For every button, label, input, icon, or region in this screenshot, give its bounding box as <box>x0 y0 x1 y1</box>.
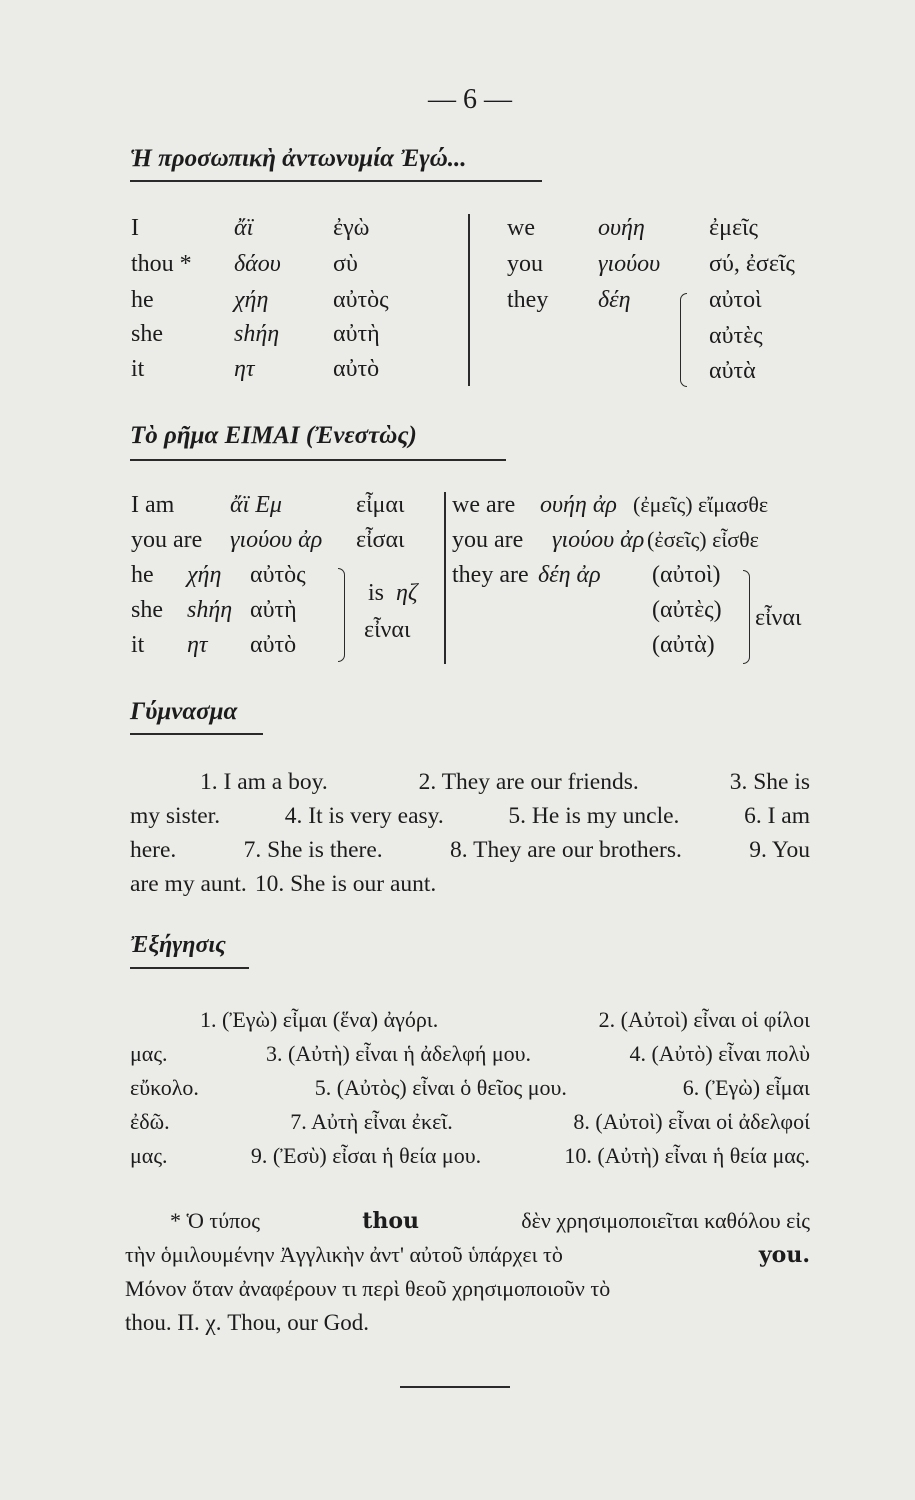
footnote-you: you. <box>758 1242 810 1268</box>
explanation-title: Ἐξήγησις <box>130 932 226 958</box>
exercise-line <box>130 833 810 867</box>
page-number: — 6 — <box>428 84 512 115</box>
explanation-item: ἐδῶ. <box>130 1109 170 1134</box>
verb-plur-gr: (αὐτὲς) <box>652 597 722 623</box>
verb-sing-gr: αὐτὸς <box>250 562 306 588</box>
explanation-line <box>130 1037 810 1071</box>
plur-en: you <box>507 251 543 277</box>
exercise-item: 3. She is <box>729 769 810 795</box>
verb-plur-en: they are <box>452 562 529 588</box>
plur-pron: ουήη <box>598 215 645 241</box>
verb-plur-en: you are <box>452 527 524 553</box>
footnote-text: δὲν χρησιμοποιεῖται καθόλου εἰς <box>521 1208 810 1233</box>
footnote-line <box>125 1306 810 1340</box>
exercise-item: 5. He is my uncle. <box>508 803 680 829</box>
footnote-text: thou. Π. χ. Thou, our God. <box>125 1310 370 1335</box>
sing-pron: ητ <box>234 356 255 382</box>
explanation-item: 1. (Ἐγὼ) εἶμαι (ἕνα) ἀγόρι. <box>200 1007 439 1032</box>
is-en: is <box>368 580 385 606</box>
exercise-item: 6. I am <box>744 803 810 829</box>
exercise-line <box>130 799 810 833</box>
explanation-item: 10. (Αὐτὴ) εἶναι ἡ θεία μας. <box>564 1143 810 1168</box>
footnote-text: τὴν ὁμιλουμένην Ἀγγλικὴν ἀντ' αὐτοῦ ὑπάρχει τὸ <box>125 1242 563 1267</box>
verb-plur-gr: (αὐτὰ) <box>652 632 715 658</box>
verb-sing-gr: αὐτὸ <box>250 632 297 658</box>
end-rule <box>400 1386 510 1388</box>
verb-sing-en: she <box>131 597 163 623</box>
section2-title: Τὸ ρῆμα ΕΙΜΑΙ (Ἐνεστὼς) <box>130 422 417 449</box>
verb-plur-en: we are <box>452 492 516 518</box>
explanation-item: 4. (Αὐτὸ) εἶναι πολὺ <box>629 1041 810 1066</box>
explanation-item: 8. (Αὐτοὶ) εἶναι οἱ ἀδελφοί <box>573 1109 810 1134</box>
footnote-thou: thou <box>362 1208 420 1234</box>
exercise-title: Γύμνασμα <box>130 698 238 725</box>
explanation-line <box>130 1003 810 1037</box>
explanation-item: μας. <box>130 1041 168 1066</box>
sing-en: he <box>131 287 154 313</box>
explanation-item: εὔκολο. <box>130 1075 199 1100</box>
sing-en: I <box>131 215 139 241</box>
explanation-item: 3. (Αὐτὴ) εἶναι ἡ ἀδελφή μου. <box>266 1041 532 1066</box>
plur-gr: αὐτὰ <box>709 358 756 384</box>
verb-sing-en: you are <box>131 527 203 553</box>
verb-sing-gr: εἶσαι <box>356 527 405 553</box>
exercise-item: 1. I am a boy. <box>200 769 328 795</box>
verb-plur-pron: ουήη ἀρ <box>540 492 617 518</box>
sing-pron: ἄϊ <box>234 215 254 241</box>
verb-sing-pron: χήη <box>187 562 222 588</box>
explanation-item: 9. (Ἐσὺ) εἶσαι ἡ θεία μου. <box>250 1143 482 1168</box>
verb-sing-pron: ἄϊ Εμ <box>230 492 282 518</box>
footnote-line <box>125 1272 810 1306</box>
sing-gr: ἐγὼ <box>333 215 370 241</box>
exercise-paragraph <box>130 765 810 901</box>
sing-gr: αὐτὸ <box>333 356 380 382</box>
plural-verb: εἶναι <box>755 605 802 631</box>
verb-sing-pron: shήη <box>187 597 233 623</box>
sing-en: thou * <box>131 251 192 277</box>
footnote <box>125 1204 810 1340</box>
explanation-item: 7. Αὐτὴ εἶναι ἐκεῖ. <box>290 1109 453 1134</box>
explanation-item: 5. (Αὐτὸς) εἶναι ὁ θεῖος μου. <box>314 1075 567 1100</box>
plur-pron: δέη <box>598 287 631 313</box>
exercise-item: 10. She is our aunt. <box>254 871 437 897</box>
verb-sing-en: it <box>131 632 145 658</box>
sing-gr: αὐτὴ <box>333 321 380 347</box>
footnote-line <box>125 1238 810 1272</box>
plur-gr: σύ, ἐσεῖς <box>709 251 795 277</box>
exercise-item: 9. You <box>749 837 810 863</box>
verb-sing-en: I am <box>131 492 175 518</box>
footnote-text: * Ὁ τύπος <box>170 1208 260 1233</box>
plural-brace <box>680 293 687 387</box>
is-pron: ηζ <box>396 580 418 606</box>
exercise-item: are my aunt. <box>130 871 247 897</box>
verb-plur-pron: δέη ἀρ <box>538 562 601 588</box>
plur-en: we <box>507 215 535 241</box>
verb-sing-en: he <box>131 562 154 588</box>
plural-verb-brace <box>743 570 750 664</box>
section1-title-underline <box>130 180 542 182</box>
exercise-item: here. <box>130 837 177 863</box>
explanation-paragraph <box>130 1003 810 1173</box>
verb-sing-pron: ητ <box>187 632 208 658</box>
explanation-title-underline <box>130 967 249 969</box>
explanation-line <box>130 1105 810 1139</box>
plur-gr: ἐμεῖς <box>709 215 758 241</box>
exercise-line <box>130 867 810 901</box>
verb-plur-gr: (ἐμεῖς) εἴμασθε <box>633 492 769 517</box>
table-divider <box>468 214 470 386</box>
sing-gr: αὐτὸς <box>333 287 389 313</box>
exercise-item: 8. They are our brothers. <box>450 837 682 863</box>
exercise-item: 4. It is very easy. <box>284 803 444 829</box>
exercise-item: my sister. <box>130 803 221 829</box>
exercise-line <box>130 765 810 799</box>
footnote-line <box>125 1204 810 1238</box>
sing-pron: χήη <box>234 287 269 313</box>
verb-table-divider <box>444 492 446 664</box>
sing-pron: δάου <box>234 251 281 277</box>
is-brace <box>338 568 345 662</box>
explanation-line <box>130 1071 810 1105</box>
plur-pron: γιούου <box>598 251 661 277</box>
verb-sing-pron: γιούου ἀρ <box>230 527 323 553</box>
sing-pron: shήη <box>234 321 280 347</box>
explanation-item: 6. (Ἐγὼ) εἶμαι <box>682 1075 810 1100</box>
sing-en: it <box>131 356 145 382</box>
verb-sing-gr: εἶμαι <box>356 492 405 518</box>
explanation-line <box>130 1139 810 1173</box>
section2-title-underline <box>130 459 506 461</box>
explanation-item: 2. (Αὐτοὶ) εἶναι οἱ φίλοι <box>598 1007 810 1032</box>
plur-gr: αὐτοὶ <box>709 287 762 313</box>
verb-plur-gr: (ἐσεῖς) εἶσθε <box>647 527 759 552</box>
sing-gr: σὺ <box>333 251 358 277</box>
plur-en: they <box>507 287 549 313</box>
verb-plur-gr: (αὐτοὶ) <box>652 562 721 588</box>
explanation-item: μας. <box>130 1143 168 1168</box>
footnote-text: Μόνον ὅταν ἀναφέρουν τι περὶ θεοῦ χρησιμοποιοῦν τὸ <box>125 1276 611 1301</box>
plur-gr: αὐτὲς <box>709 323 763 349</box>
verb-sing-gr: αὐτὴ <box>250 597 297 623</box>
sing-en: she <box>131 321 163 347</box>
exercise-title-underline <box>130 733 263 735</box>
exercise-item: 2. They are our friends. <box>418 769 639 795</box>
exercise-item: 7. She is there. <box>243 837 383 863</box>
section1-title: Ἡ προσωπικὴ ἀντωνυμία Ἐγώ... <box>130 145 467 172</box>
verb-plur-pron: γιούου ἀρ <box>552 527 645 553</box>
is-gr: εἶναι <box>364 617 411 643</box>
